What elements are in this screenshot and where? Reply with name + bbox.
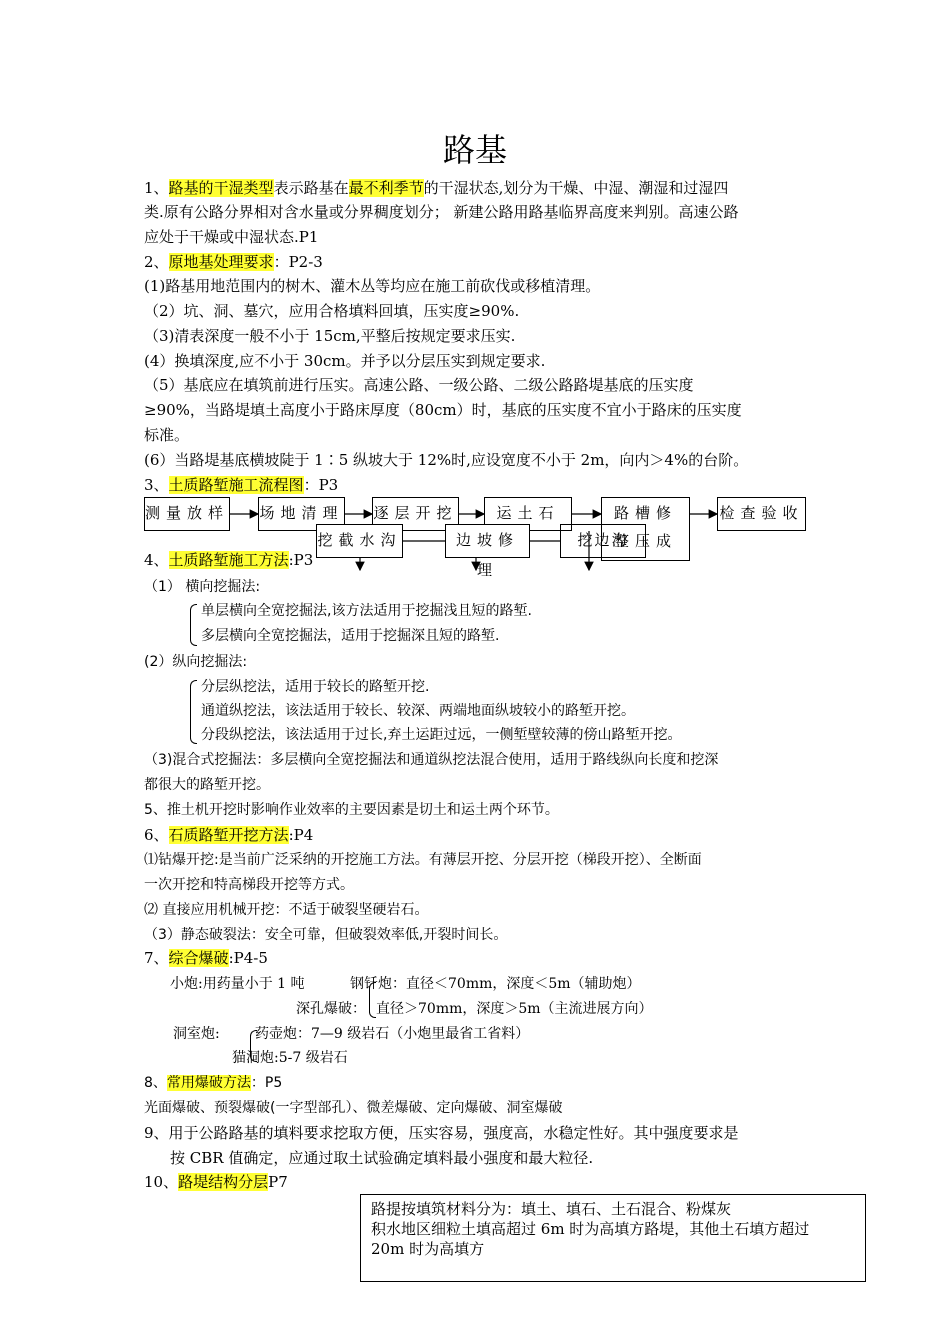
s2-item: （2）坑、洞、墓穴，应用合格填料回填，压实度≥90%. <box>144 302 520 320</box>
s6-item: ⑴钻爆开挖:是当前广泛采纳的开挖施工方法。有薄层开挖、分层开挖（梯段开挖）、全断面 <box>144 852 702 868</box>
s7-chamber-blast: 洞室炮: <box>173 1026 220 1042</box>
flow-box-side-ditch: 挖边沟 <box>560 524 646 558</box>
s7-pot-hole-blast: 药壶炮：7—9 级岩石（小炮里最省工省料） <box>255 1026 530 1042</box>
s6-item: （3）静态破裂法：安全可靠，但破裂效率低,开裂时间长。 <box>144 927 508 943</box>
s1-text-2: 的干湿状态,划分为干燥、中湿、潮湿和过湿四 <box>423 179 729 197</box>
s8-line: 光面爆破、预裂爆破(一字型部孔）、微差爆破、定向爆破、洞室爆破 <box>144 1100 563 1116</box>
s3-heading <box>144 475 338 495</box>
brace-icon <box>369 982 376 1018</box>
s7-deep-hole-label: 深孔爆破： <box>296 1001 366 1017</box>
s1-line1 <box>144 178 728 198</box>
note-line: 积水地区细粒土填高超过 6m 时为高填方路堤，其他土石填方超过 <box>371 1220 810 1238</box>
s4-heading <box>144 550 313 570</box>
flow-box-layered-excavation: 逐层开挖 <box>372 497 459 531</box>
s1-line2: 类.原有公路分界相对含水量或分界稠度划分； 新建公路用路基临界高度来判别。高速公路 <box>144 203 739 221</box>
page-title: 路基 <box>442 131 507 169</box>
flow-box-subgrade-finishing: 路槽修整压成 <box>601 497 690 561</box>
flow-box-earth-transport: 运土石 <box>484 497 572 531</box>
s4-method-2: (2）纵向挖掘法: <box>144 654 248 670</box>
s1-text-1: 表示路基在 <box>273 179 349 197</box>
s2-item: (1)路基用地范围内的树木、灌木丛等均应在施工前砍伐或移植清理。 <box>144 277 601 295</box>
s8-prefix: 8、 <box>144 1075 167 1091</box>
s7-small-blast: 小炮:用药量小于 1 吨 <box>170 976 305 992</box>
s1-highlight-1: 路基的干湿类型 <box>168 179 274 197</box>
s1-prefix: 1、 <box>144 179 169 197</box>
s9-line2: 按 CBR 值确定，应通过取土试验确定填料最小强度和最大粒径. <box>170 1149 594 1167</box>
note-line: 路提按填筑材料分为：填土、填石、土石混合、粉煤灰 <box>371 1200 732 1218</box>
s3-tail: ：P3 <box>303 476 339 494</box>
s2-item: (6）当路堤基底横坡陡于 1∶5 纵坡大于 12%时,应设宽度不小于 2m，向内＞4%的台阶。 <box>144 451 749 469</box>
s8-tail: ：P5 <box>250 1075 283 1091</box>
s2-item: 标准。 <box>144 426 190 444</box>
s7-deep-hole-blast: 直径＞70mm，深度＞5m（主流进展方向） <box>376 1001 653 1017</box>
s8-heading <box>144 1073 282 1093</box>
flowchart-connectors <box>0 0 950 600</box>
brace-icon <box>190 680 197 744</box>
s6-heading <box>144 825 313 845</box>
fill-material-note-box <box>360 1194 866 1282</box>
s6-item: 一次开挖和特高梯段开挖等方式。 <box>144 877 354 893</box>
s7-tail: :P4-5 <box>228 949 268 967</box>
flow-box-intercepting-ditch: 挖截水沟 <box>316 524 403 558</box>
s4-prefix: 4、 <box>144 551 169 569</box>
s6-highlight: 石质路堑开挖方法 <box>168 826 289 844</box>
s6-tail: :P4 <box>288 826 314 844</box>
s10-prefix: 10、 <box>144 1173 179 1191</box>
s4-method-1-item: 单层横向全宽挖掘法,该方法适用于挖掘浅且短的路堑. <box>201 603 532 619</box>
s4-tail: :P3 <box>288 551 314 569</box>
s4-method-2-item: 分段纵挖法，该法适用于过长,弃土运距过远，一侧堑壁较薄的傍山路堑开挖。 <box>201 727 682 743</box>
s10-heading <box>144 1172 288 1192</box>
s5-line: 5、推土机开挖时影响作业效率的主要因素是切土和运土两个环节。 <box>144 802 559 818</box>
s6-item: ⑵ 直接应用机械开挖：不适于破裂坚硬岩石。 <box>144 902 429 918</box>
s4-method-2-item: 通道纵挖法，该法适用于较长、较深、两端地面纵坡较小的路堑开挖。 <box>201 703 635 719</box>
s4-method-3-line1: （3)混合式挖掘法：多层横向全宽挖掘法和通道纵挖法混合使用，适用于路线纵向长度和挖深 <box>144 752 719 768</box>
s4-method-3-line2: 都很大的路堑开挖。 <box>144 777 270 793</box>
s9-line1: 9、用于公路路基的填料要求挖取方便，压实容易，强度高，水稳定性好。其中强度要求是 <box>144 1124 739 1142</box>
s10-highlight: 路堤结构分层 <box>178 1173 269 1191</box>
s8-highlight: 常用爆破方法 <box>166 1075 251 1091</box>
flow-box-slope-trimming: 边坡修理 <box>445 524 530 558</box>
s2-item: ≥90%，当路堤填土高度小于路床厚度（80cm）时，基底的压实度不宜小于路床的压实度 <box>144 401 742 419</box>
s4-method-1: （1） 横向挖掘法: <box>144 579 261 595</box>
s6-prefix: 6、 <box>144 826 169 844</box>
s1-line3: 应处于干燥或中湿状态.P1 <box>144 228 319 246</box>
note-line: 20m 时为高填方 <box>371 1240 485 1258</box>
s7-cat-hole-blast: 猫洞炮:5-7 级岩石 <box>232 1050 348 1066</box>
flow-box-site-clearing: 场地清理 <box>258 497 345 531</box>
s2-item: （3)清表深度一般不小于 15cm,平整后按规定要求压实. <box>144 327 516 345</box>
s2-heading <box>144 252 323 272</box>
s2-tail: ：P2-3 <box>273 253 323 271</box>
s2-prefix: 2、 <box>144 253 169 271</box>
s4-method-1-item: 多层横向全宽挖掘法，适用于挖掘深且短的路堑. <box>201 628 500 644</box>
s1-highlight-2: 最不利季节 <box>348 179 424 197</box>
flow-box-survey: 测量放样 <box>144 497 230 531</box>
s3-prefix: 3、 <box>144 476 169 494</box>
s2-item: （5）基底应在填筑前进行压实。高速公路、一级公路、二级公路路堤基底的压实度 <box>144 376 694 394</box>
s2-highlight: 原地基处理要求 <box>168 253 274 271</box>
s4-highlight: 土质路堑施工方法 <box>168 551 289 569</box>
s7-heading <box>144 948 268 968</box>
brace-icon <box>190 604 197 646</box>
s7-prefix: 7、 <box>144 949 169 967</box>
s7-highlight: 综合爆破 <box>168 949 229 967</box>
s2-item: (4）换填深度,应不小于 30cm。并予以分层压实到规定要求. <box>144 352 546 370</box>
s7-steel-drill-blast: 钢钎炮：直径＜70mm，深度＜5m（辅助炮） <box>350 976 641 992</box>
s4-method-2-item: 分层纵挖法，适用于较长的路堑开挖. <box>201 679 430 695</box>
flow-box-inspection: 检查验收 <box>717 497 806 531</box>
s3-highlight: 土质路堑施工流程图 <box>168 476 304 494</box>
s10-tail: P7 <box>268 1173 288 1191</box>
